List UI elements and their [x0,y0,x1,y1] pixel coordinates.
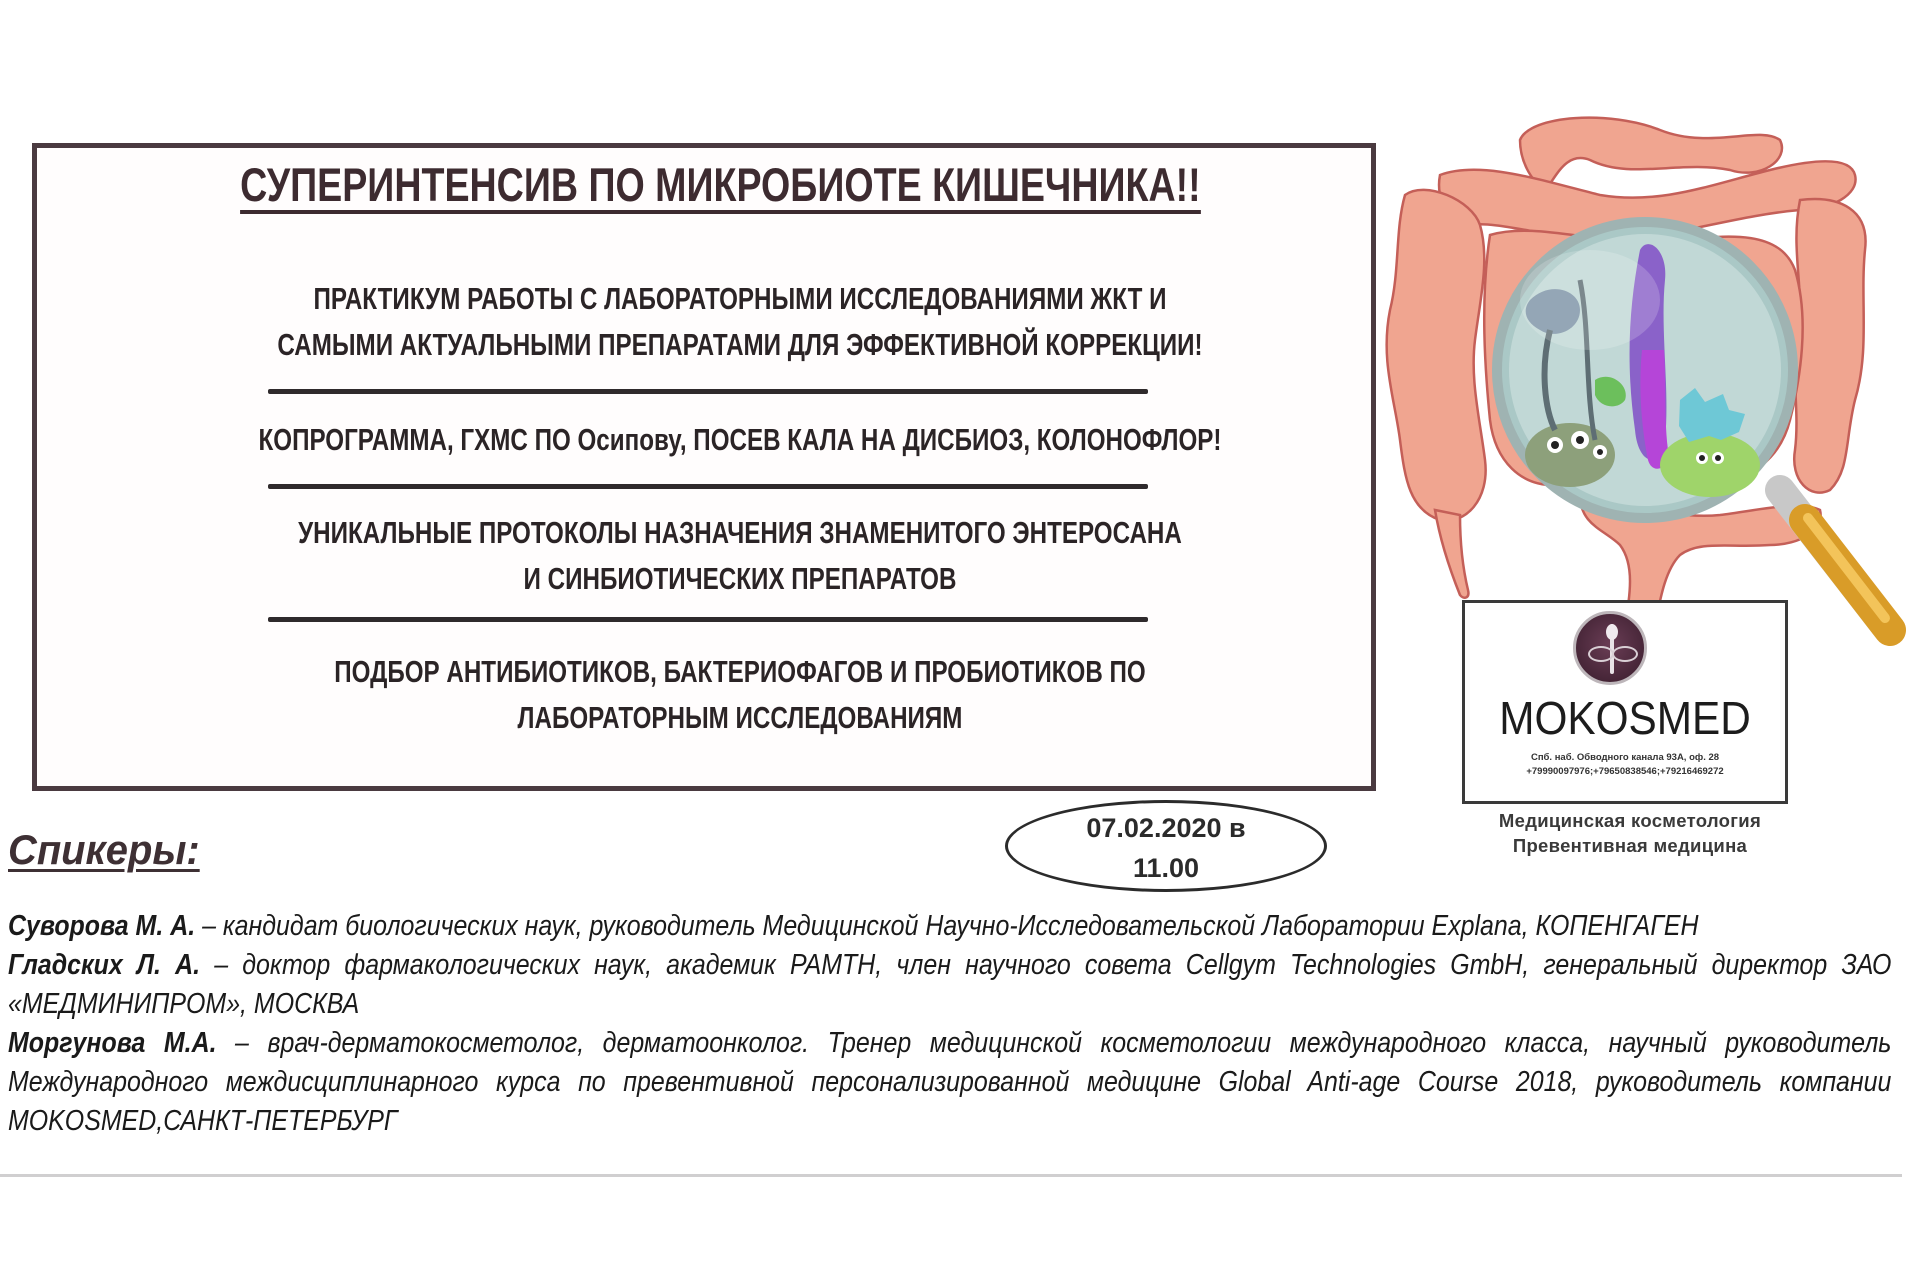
brand-address: Спб. наб. Обводного канала 93А, оф. 28 [1530,752,1720,763]
brand-name: MOKOSMED [1499,692,1751,744]
section-line: ПОДБОР АНТИБИОТИКОВ, БАКТЕРИОФАГОВ И ПРОБИОТИКОВ ПО [334,654,1146,689]
brand-tagline-cosmetology: Медицинская косметология [1498,810,1762,831]
speaker-item [8,907,1891,946]
divider [268,389,1148,394]
brand-tagline-preventive: Превентивная медицина [1512,835,1748,856]
speaker-name: Гладских Л. А. [8,949,201,981]
divider [268,484,1148,489]
section-line: ПРАКТИКУМ РАБОТЫ С ЛАБОРАТОРНЫМИ ИССЛЕДОВАНИЯМИ ЖКТ И [313,281,1167,316]
speakers-list [8,907,1892,1141]
section-protocols [120,510,1360,602]
intestine-magnifier-illustration [1380,100,1920,660]
speakers-heading: Спикеры: [8,826,200,873]
speaker-description: – врач-дерматокосметолог, дерматоонколог. Тренер медицинской косметологии международного класса, научный руководитель Международного междисциплинарного курса по превентивной персонализированной медицине Global Anti-age Course 2018, руководитель компании MOKOSMED,САНКТ-ПЕТЕРБУРГ [8,1027,1892,1137]
brand-phones: +79990097976;+79650838546;+79216469272 [1526,766,1724,777]
section-tests [120,417,1360,463]
magnifier-handle-icon [1780,490,1890,630]
magnifier-lens-icon [1497,222,1793,518]
speaker-item [8,946,1891,1024]
event-date-badge [1005,800,1327,892]
speaker-item [8,1024,1891,1141]
section-line: И СИНБИОТИЧЕСКИХ ПРЕПАРАТОВ [523,561,957,596]
mokosmed-emblem-icon [1573,611,1647,685]
section-line: САМЫМИ АКТУАЛЬНЫМИ ПРЕПАРАТАМИ ДЛЯ ЭФФЕКТИВНОЙ КОРРЕКЦИИ! [277,327,1203,362]
divider [268,617,1148,622]
speaker-name: Моргунова М.А. [8,1027,217,1059]
event-time: 11.00 [1132,853,1200,883]
speaker-description: – доктор фармакологических наук, академик РАМТН, член научного совета Cellgym Technologies GmbH, генеральный директор ЗАО «МЕДМИНИПРОМ», МОСКВА [8,949,1892,1020]
section-line: ЛАБОРАТОРНЫМ ИССЛЕДОВАНИЯМ [517,700,963,735]
section-line: УНИКАЛЬНЫЕ ПРОТОКОЛЫ НАЗНАЧЕНИЯ ЗНАМЕНИТОГО ЭНТЕРОСАНА [298,515,1182,550]
speaker-description: – кандидат биологических наук, руководитель Медицинской Научно-Исследовательской Лаборатории Explana, КОПЕНГАГЕН [202,910,1699,942]
section-selection [120,649,1360,741]
page-title: СУПЕРИНТЕНСИВ ПО МИКРОБИОТЕ КИШЕЧНИКА!! [240,160,1201,214]
title-container [0,160,1440,214]
section-line: КОПРОГРАММА, ГХМС ПО Осипову, ПОСЕВ КАЛА НА ДИСБИОЗ, КОЛОНОФЛОР! [258,422,1222,457]
bottom-divider [0,1174,1902,1177]
event-date: 07.02.2020 в [1086,813,1246,843]
speaker-name: Суворова М. А. [8,910,196,942]
section-lab-practicum [120,276,1360,368]
